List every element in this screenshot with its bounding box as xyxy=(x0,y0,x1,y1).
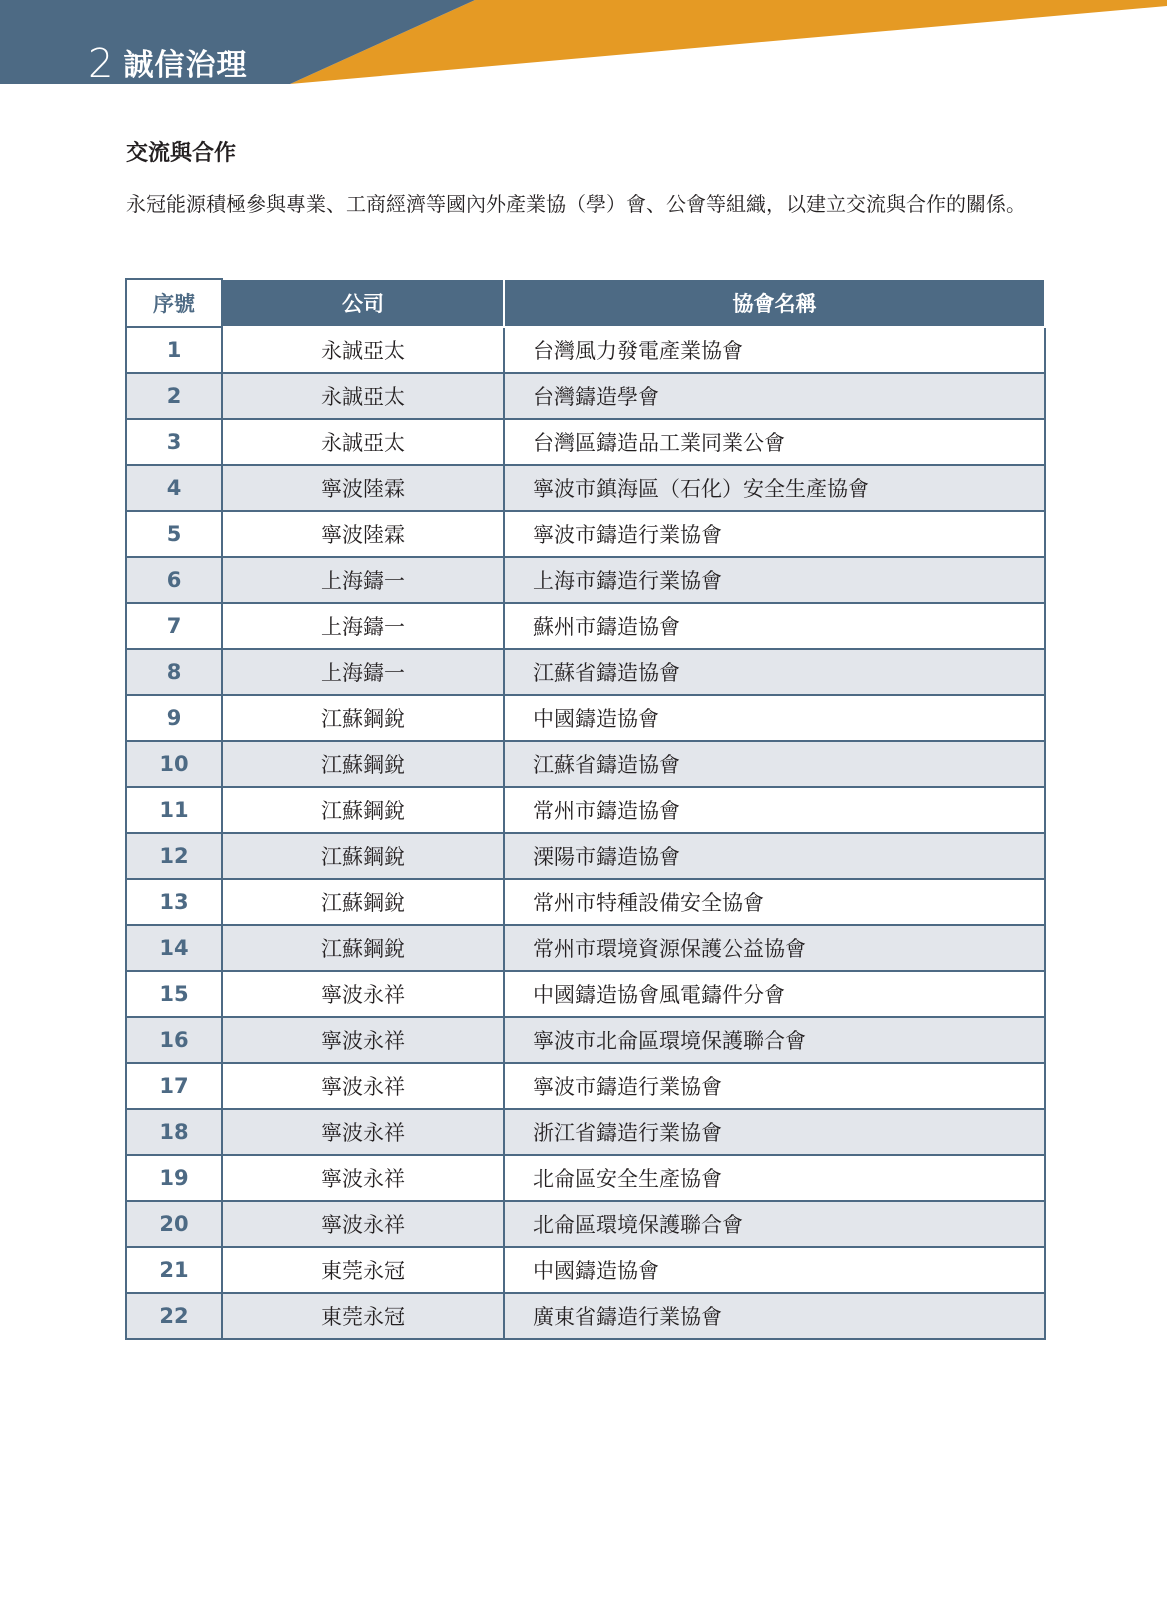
row-serial-number: 1 xyxy=(126,327,222,373)
row-association-name: 寧波市鑄造行業協會 xyxy=(504,511,1045,557)
row-association-name: 中國鑄造協會 xyxy=(504,695,1045,741)
row-serial-number: 14 xyxy=(126,925,222,971)
row-association-name: 江蘇省鑄造協會 xyxy=(504,649,1045,695)
row-serial-number: 20 xyxy=(126,1201,222,1247)
table-row xyxy=(126,419,1045,465)
table-row xyxy=(126,879,1045,925)
row-association-name: 蘇州市鑄造協會 xyxy=(504,603,1045,649)
row-association-name: 上海市鑄造行業協會 xyxy=(504,557,1045,603)
row-company: 江蘇鋼銳 xyxy=(222,695,504,741)
row-company: 寧波永祥 xyxy=(222,1155,504,1201)
row-company: 上海鑄一 xyxy=(222,603,504,649)
table-row xyxy=(126,649,1045,695)
row-serial-number: 19 xyxy=(126,1155,222,1201)
row-serial-number: 12 xyxy=(126,833,222,879)
table-row xyxy=(126,557,1045,603)
row-association-name: 台灣區鑄造品工業同業公會 xyxy=(504,419,1045,465)
chapter-number: 2 xyxy=(88,41,114,87)
table-row xyxy=(126,1247,1045,1293)
association-table xyxy=(125,278,1046,1340)
row-association-name: 寧波市鎮海區（石化）安全生產協會 xyxy=(504,465,1045,511)
row-company: 永誠亞太 xyxy=(222,327,504,373)
table-row xyxy=(126,465,1045,511)
row-company: 江蘇鋼銳 xyxy=(222,879,504,925)
row-company: 寧波永祥 xyxy=(222,1063,504,1109)
chapter-title: 誠信治理 xyxy=(123,48,248,83)
table-row xyxy=(126,1109,1045,1155)
row-association-name: 中國鑄造協會風電鑄件分會 xyxy=(504,971,1045,1017)
intro-paragraph: 永冠能源積極參與專業、工商經濟等國內外產業協（學）會、公會等組織，以建立交流與合作的關係。 xyxy=(126,192,1026,216)
row-serial-number: 2 xyxy=(126,373,222,419)
table-row xyxy=(126,925,1045,971)
row-association-name: 中國鑄造協會 xyxy=(504,1247,1045,1293)
row-association-name: 北侖區環境保護聯合會 xyxy=(504,1201,1045,1247)
row-company: 永誠亞太 xyxy=(222,419,504,465)
table-row xyxy=(126,1017,1045,1063)
table-row xyxy=(126,787,1045,833)
row-association-name: 溧陽市鑄造協會 xyxy=(504,833,1045,879)
row-company: 寧波永祥 xyxy=(222,971,504,1017)
row-association-name: 寧波市北侖區環境保護聯合會 xyxy=(504,1017,1045,1063)
row-serial-number: 10 xyxy=(126,741,222,787)
row-company: 江蘇鋼銳 xyxy=(222,741,504,787)
table-row xyxy=(126,1201,1045,1247)
row-company: 寧波陸霖 xyxy=(222,465,504,511)
table-row xyxy=(126,603,1045,649)
row-serial-number: 18 xyxy=(126,1109,222,1155)
row-association-name: 台灣風力發電產業協會 xyxy=(504,327,1045,373)
row-serial-number: 17 xyxy=(126,1063,222,1109)
row-company: 寧波永祥 xyxy=(222,1201,504,1247)
row-serial-number: 16 xyxy=(126,1017,222,1063)
row-association-name: 江蘇省鑄造協會 xyxy=(504,741,1045,787)
table-row xyxy=(126,971,1045,1017)
table-row xyxy=(126,511,1045,557)
table-row xyxy=(126,1155,1045,1201)
row-serial-number: 4 xyxy=(126,465,222,511)
row-association-name: 常州市環境資源保護公益協會 xyxy=(504,925,1045,971)
chapter-banner xyxy=(0,0,1167,87)
row-company: 江蘇鋼銳 xyxy=(222,925,504,971)
row-association-name: 台灣鑄造學會 xyxy=(504,373,1045,419)
row-company: 上海鑄一 xyxy=(222,649,504,695)
table-body xyxy=(126,327,1045,1339)
row-company: 東莞永冠 xyxy=(222,1247,504,1293)
row-serial-number: 6 xyxy=(126,557,222,603)
row-serial-number: 3 xyxy=(126,419,222,465)
row-company: 寧波永祥 xyxy=(222,1017,504,1063)
table-row xyxy=(126,1293,1045,1339)
row-serial-number: 22 xyxy=(126,1293,222,1339)
row-serial-number: 8 xyxy=(126,649,222,695)
row-serial-number: 7 xyxy=(126,603,222,649)
row-company: 寧波陸霖 xyxy=(222,511,504,557)
chapter-heading xyxy=(88,40,248,87)
table-row xyxy=(126,833,1045,879)
row-serial-number: 15 xyxy=(126,971,222,1017)
table-header-row xyxy=(126,279,1045,327)
row-association-name: 常州市鑄造協會 xyxy=(504,787,1045,833)
table-row xyxy=(126,741,1045,787)
header-serial-number: 序號 xyxy=(126,279,222,327)
row-association-name: 北侖區安全生產協會 xyxy=(504,1155,1045,1201)
row-company: 上海鑄一 xyxy=(222,557,504,603)
row-company: 江蘇鋼銳 xyxy=(222,833,504,879)
row-association-name: 寧波市鑄造行業協會 xyxy=(504,1063,1045,1109)
header-company: 公司 xyxy=(222,279,504,327)
row-serial-number: 5 xyxy=(126,511,222,557)
row-company: 永誠亞太 xyxy=(222,373,504,419)
row-company: 寧波永祥 xyxy=(222,1109,504,1155)
row-serial-number: 11 xyxy=(126,787,222,833)
row-serial-number: 21 xyxy=(126,1247,222,1293)
header-association-name: 協會名稱 xyxy=(504,279,1045,327)
table-row xyxy=(126,373,1045,419)
row-serial-number: 9 xyxy=(126,695,222,741)
row-association-name: 常州市特種設備安全協會 xyxy=(504,879,1045,925)
table-row xyxy=(126,695,1045,741)
row-company: 東莞永冠 xyxy=(222,1293,504,1339)
section-title: 交流與合作 xyxy=(126,141,237,166)
row-association-name: 浙江省鑄造行業協會 xyxy=(504,1109,1045,1155)
row-company: 江蘇鋼銳 xyxy=(222,787,504,833)
table-row xyxy=(126,327,1045,373)
row-association-name: 廣東省鑄造行業協會 xyxy=(504,1293,1045,1339)
row-serial-number: 13 xyxy=(126,879,222,925)
table-row xyxy=(126,1063,1045,1109)
